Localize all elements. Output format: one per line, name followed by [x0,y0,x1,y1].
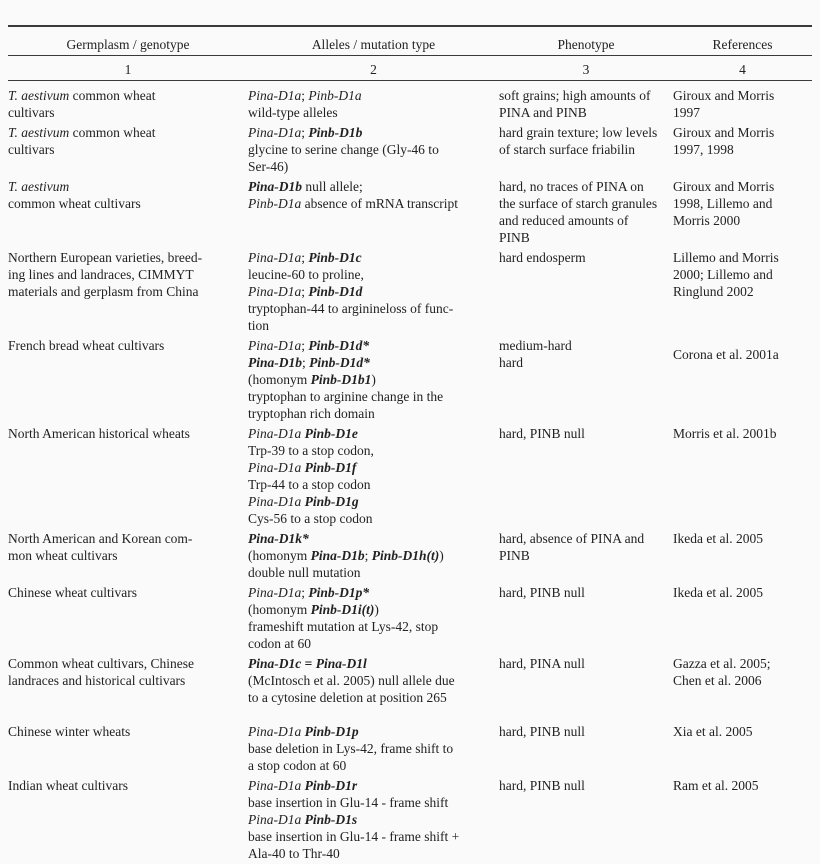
cell-phenotype [499,249,673,334]
cell-line: Morris 2000 [673,213,741,228]
cell-phenotype [499,655,673,706]
cell-line: Pina-D1a; Pinb-D1b [248,125,363,140]
cell-germplasm [8,178,248,246]
cell-references [673,530,812,581]
cell-line: hard, PINB null [499,724,585,739]
cell-alleles [248,249,499,334]
cell-line: Gazza et al. 2005; [673,656,771,671]
table-row [8,178,812,246]
cell-line: (homonym Pinb-D1i(t)) [248,602,379,617]
cell-line: Pina-D1b; Pinb-D1d* [248,355,370,370]
cell-phenotype [499,87,673,121]
cell-line: Trp-39 to a stop codon, [248,443,374,458]
cell-line: Common wheat cultivars, Chinese [8,656,194,671]
cell-line: Chen et al. 2006 [673,673,762,688]
cell-line: frameshift mutation at Lys-42, stop [248,619,439,634]
cell-line: 1997, 1998 [673,142,734,157]
cell-phenotype [499,530,673,581]
cell-germplasm [8,530,248,581]
table-row [8,530,812,581]
cell-line: Giroux and Morris [673,88,775,103]
cell-line: T. aestivum common wheat [8,125,156,140]
cell-germplasm [8,584,248,652]
cell-references [673,124,812,175]
cell-line: Pina-D1a; Pinb-D1d* [248,338,370,353]
cell-line: common wheat cultivars [8,196,141,211]
cell-line: Morris et al. 2001b [673,426,777,441]
cell-line: Pina-D1a; Pinb-D1d [248,284,363,299]
cell-line: Northern European varieties, breed- [8,250,203,265]
table-row [8,87,812,121]
cell-line: cultivars [8,142,55,157]
cell-line: hard, PINB null [499,778,585,793]
cell-line: base deletion in Lys-42, frame shift to [248,741,454,756]
table-row [8,723,812,774]
table-row [8,777,812,862]
column-number-1: 1 [124,62,132,77]
cell-line: cultivars [8,105,55,120]
cell-line: 1998, Lillemo and [673,196,773,211]
cell-line: T. aestivum common wheat [8,88,156,103]
column-number-4: 4 [739,62,746,77]
cell-line: Ala-40 to Thr-40 [248,846,340,861]
cell-line: Pina-D1a Pinb-D1g [248,494,359,509]
cell-alleles [248,425,499,527]
cell-line: North American historical wheats [8,426,190,441]
cell-line: Ikeda et al. 2005 [673,585,763,600]
cell-line: Corona et al. 2001a [673,347,779,362]
cell-line: Ram et al. 2005 [673,778,759,793]
cell-references [673,178,812,246]
cell-references [673,87,812,121]
cell-line: materials and gerplasm from China [8,284,199,299]
cell-phenotype [499,337,673,422]
cell-references [673,337,812,422]
cell-references [673,777,812,862]
table-header-row [8,36,812,53]
cell-line: Giroux and Morris [673,179,775,194]
table-row [8,337,812,422]
cell-line: hard, PINB null [499,585,585,600]
cell-phenotype [499,584,673,652]
cell-line: a stop codon at 60 [248,758,347,773]
cell-line: Cys-56 to a stop codon [248,511,373,526]
cell-line: Lillemo and Morris [673,250,779,265]
table-row [8,249,812,334]
table-top-rule [8,25,812,27]
cell-alleles [248,178,499,246]
cell-references [673,584,812,652]
cell-line: base insertion in Glu-14 - frame shift + [248,829,460,844]
cell-phenotype [499,178,673,246]
cell-line: wild-type alleles [248,105,338,120]
cell-line: medium-hard [499,338,572,353]
cell-line: Pina-D1b null allele; [248,179,363,194]
cell-line: French bread wheat cultivars [8,338,165,353]
cell-line: Pina-D1a Pinb-D1f [248,460,357,475]
cell-line: mon wheat cultivars [8,548,118,563]
cell-line: hard, PINB null [499,426,585,441]
cell-germplasm [8,337,248,422]
table-body [8,87,812,864]
column-number-2: 2 [370,62,377,77]
cell-line: base insertion in Glu-14 - frame shift [248,795,449,810]
cell-line: Xia et al. 2005 [673,724,753,739]
column-header-germplasm: Germplasm / genotype [66,37,190,52]
cell-alleles [248,723,499,774]
table-row [8,124,812,175]
cell-germplasm [8,655,248,706]
cell-line: the surface of starch granules [499,196,658,211]
cell-line: to a cytosine deletion at position 265 [248,690,447,705]
cell-line: North American and Korean com- [8,531,193,546]
cell-alleles [248,124,499,175]
cell-line: Pina-D1a Pinb-D1p [248,724,359,739]
table-row [8,655,812,706]
cell-phenotype [499,124,673,175]
cell-line: and reduced amounts of [499,213,629,228]
cell-line: Pina-D1a Pinb-D1e [248,426,358,441]
cell-line: leucine-60 to proline, [248,267,364,282]
cell-line: of starch surface friabilin [499,142,636,157]
cell-line: Pina-D1a; Pinb-D1c [248,250,362,265]
cell-line: double null mutation [248,565,361,580]
column-number-3: 3 [582,62,590,77]
cell-line: Pina-D1k* [248,531,309,546]
cell-germplasm [8,249,248,334]
cell-line: Pina-D1a Pinb-D1r [248,778,358,793]
cell-line: T. aestivum [8,179,70,194]
column-header-alleles: Alleles / mutation type [311,37,436,52]
cell-line: glycine to serine change (Gly-46 to [248,142,439,157]
column-header-references: References [712,37,773,52]
cell-line: Trp-44 to a stop codon [248,477,371,492]
cell-line: hard, no traces of PINA on [499,179,644,194]
cell-line: Giroux and Morris [673,125,775,140]
cell-line: soft grains; high amounts of [499,88,651,103]
cell-line: Ringlund 2002 [673,284,754,299]
cell-germplasm [8,723,248,774]
cell-references [673,723,812,774]
cell-line: tryptophan rich domain [248,406,375,421]
cell-line: landraces and historical cultivars [8,673,186,688]
cell-line: Chinese wheat cultivars [8,585,137,600]
cell-alleles [248,530,499,581]
cell-line: Chinese winter wheats [8,724,131,739]
cell-line: Ser-46) [248,159,289,174]
cell-line: 2000; Lillemo and [673,267,773,282]
cell-line: hard, absence of PINA and [499,531,645,546]
cell-germplasm [8,777,248,862]
cell-germplasm [8,87,248,121]
header-divider-rule [8,55,812,56]
cell-germplasm [8,425,248,527]
table-row [8,425,812,527]
cell-line: (homonym Pinb-D1b1) [248,372,376,387]
cell-alleles [248,777,499,862]
cell-alleles [248,87,499,121]
column-header-phenotype: Phenotype [557,37,615,52]
table-row [8,584,812,652]
cell-line: tryptophan to arginine change in the [248,389,444,404]
cell-line: Indian wheat cultivars [8,778,128,793]
cell-alleles [248,655,499,706]
cell-references [673,655,812,706]
cell-alleles [248,584,499,652]
cell-line: hard grain texture; low levels [499,125,658,140]
cell-line: 1997 [673,105,700,120]
cell-line: Pina-D1c = Pina-D1l [248,656,367,671]
cell-line: (McIntosch et al. 2005) null allele due [248,673,455,688]
cell-phenotype [499,425,673,527]
cell-line: Pinb-D1a absence of mRNA transcript [248,196,458,211]
number-divider-rule [8,80,812,81]
column-number-row [8,61,812,78]
cell-germplasm [8,124,248,175]
cell-line: Pina-D1a; Pinb-D1a [248,88,362,103]
cell-alleles [248,337,499,422]
cell-line: hard [499,355,523,370]
cell-phenotype [499,723,673,774]
cell-line: PINA and PINB [499,105,587,120]
cell-line: hard, PINA null [499,656,585,671]
cell-line: ing lines and landraces, CIMMYT [8,267,194,282]
cell-phenotype [499,777,673,862]
cell-line: (homonym Pina-D1b; Pinb-D1h(t)) [248,548,444,563]
cell-line: codon at 60 [248,636,311,651]
cell-line: Pina-D1a; Pinb-D1p* [248,585,370,600]
cell-references [673,425,812,527]
cell-line: PINB [499,548,530,563]
cell-line: hard endosperm [499,250,586,265]
cell-line: Pina-D1a Pinb-D1s [248,812,358,827]
cell-line: tryptophan-44 to arginineloss of func- [248,301,454,316]
cell-references [673,249,812,334]
cell-line: PINB [499,230,530,245]
cell-line: Ikeda et al. 2005 [673,531,763,546]
cell-line: tion [248,318,270,333]
